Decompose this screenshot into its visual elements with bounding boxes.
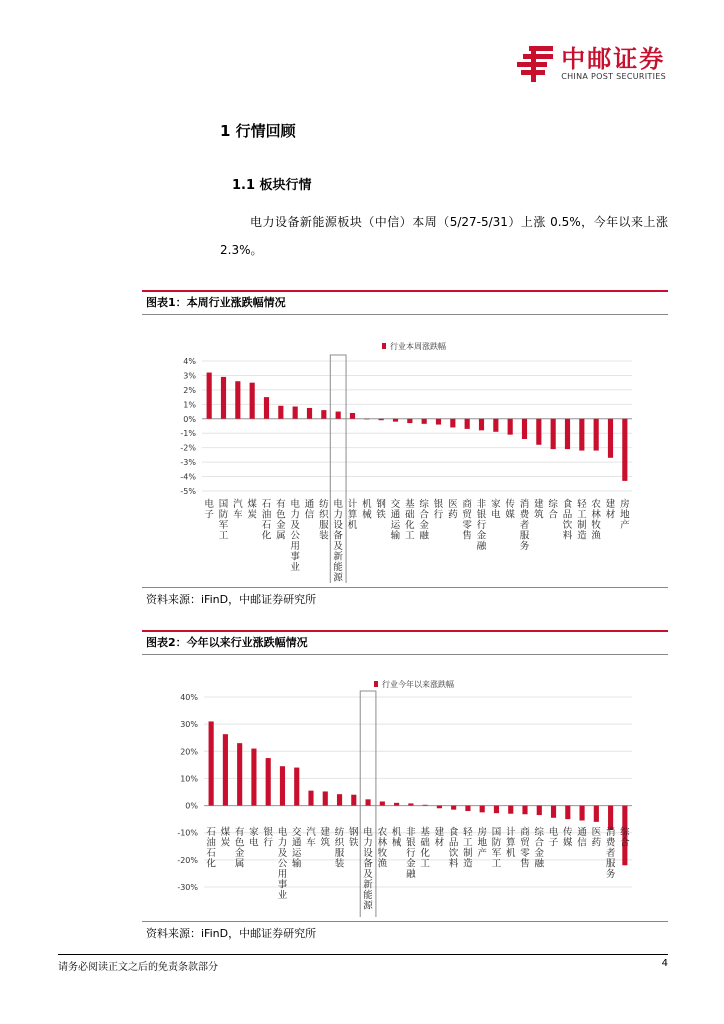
bar xyxy=(379,419,384,420)
ytd-change-chart xyxy=(142,655,668,917)
x-category-label: 煤炭 xyxy=(247,499,257,521)
bar xyxy=(622,419,627,481)
x-category-label: 石油石化 xyxy=(261,499,272,542)
x-category-label: 商贸零售 xyxy=(520,827,530,870)
bar xyxy=(522,806,527,815)
bar xyxy=(237,743,242,805)
bar xyxy=(280,766,285,805)
bar xyxy=(408,803,413,805)
y-tick-label: -4% xyxy=(180,472,196,482)
bar xyxy=(450,419,455,428)
x-category-label: 食品饮料 xyxy=(448,827,459,870)
x-category-label: 国防军工 xyxy=(218,499,229,542)
bar xyxy=(278,406,283,419)
bar xyxy=(293,407,298,419)
bar xyxy=(423,805,428,806)
section-heading: 1 行情回顾 xyxy=(220,122,296,140)
x-category-label: 建材 xyxy=(605,499,616,521)
bar xyxy=(594,419,599,451)
x-category-label: 房地产 xyxy=(620,499,630,531)
x-category-label: 建筑 xyxy=(534,499,544,521)
y-tick-label: 0% xyxy=(185,801,198,811)
y-tick-label: 3% xyxy=(183,371,196,381)
bar xyxy=(537,806,542,816)
bar xyxy=(321,410,326,419)
legend-label: 行业本周涨跌幅 xyxy=(390,342,446,351)
brand-logo xyxy=(515,44,666,84)
bar xyxy=(480,806,485,813)
x-category-label: 电力及公用事业 xyxy=(290,499,300,573)
x-category-label: 煤炭 xyxy=(220,827,231,849)
bar xyxy=(608,419,613,458)
x-category-label: 家电 xyxy=(491,499,501,521)
x-category-label: 非银行金融 xyxy=(406,827,416,880)
y-tick-label: -2% xyxy=(180,443,196,453)
bar xyxy=(551,806,556,818)
bar xyxy=(393,419,398,422)
china-post-logo-icon xyxy=(515,44,557,84)
bar xyxy=(508,419,513,435)
x-category-label: 交通运输 xyxy=(291,827,302,870)
bar xyxy=(266,758,271,806)
x-category-label: 综合金融 xyxy=(419,499,429,542)
x-category-label: 电子 xyxy=(548,827,559,849)
bar xyxy=(221,377,226,419)
x-category-label: 计算机 xyxy=(347,499,358,531)
bar xyxy=(251,749,256,806)
bar xyxy=(594,806,599,822)
bar xyxy=(579,806,584,821)
bar xyxy=(437,806,442,809)
bar xyxy=(508,806,513,814)
x-category-label: 非银行金融 xyxy=(476,499,487,552)
x-category-label: 汽车 xyxy=(233,499,243,521)
x-category-label: 有色金属 xyxy=(234,827,245,870)
figure-2 xyxy=(142,630,668,941)
x-category-label: 银行 xyxy=(263,827,273,849)
bar xyxy=(250,383,255,419)
y-tick-label: -20% xyxy=(177,855,198,865)
x-category-label: 消费者服务 xyxy=(519,499,530,552)
bar xyxy=(422,419,427,424)
y-tick-label: -5% xyxy=(180,487,196,496)
y-tick-label: -10% xyxy=(177,828,198,838)
x-category-label: 综合金融 xyxy=(534,827,545,870)
y-tick-label: -30% xyxy=(177,883,198,892)
x-category-label: 综合 xyxy=(548,499,558,521)
bar xyxy=(436,419,441,425)
figure-1 xyxy=(142,290,668,607)
bar xyxy=(235,381,240,419)
y-tick-label: 4% xyxy=(183,357,196,366)
x-category-label: 传媒 xyxy=(563,827,573,849)
y-tick-label: 30% xyxy=(180,720,198,730)
y-tick-label: -3% xyxy=(180,458,196,468)
bar xyxy=(337,794,342,805)
x-category-label: 电子 xyxy=(204,499,214,521)
x-category-label: 电力设备及新能源 xyxy=(363,827,373,912)
brand-name-en: CHINA POST SECURITIES xyxy=(561,72,666,81)
x-category-label: 基础化工 xyxy=(405,499,415,542)
figure-1-title: 图表1：本周行业涨跌幅情况 xyxy=(142,290,668,315)
bar xyxy=(380,802,385,806)
bar xyxy=(350,413,355,419)
x-category-label: 石油石化 xyxy=(206,827,216,870)
bar xyxy=(209,721,214,805)
weekly-change-chart xyxy=(142,315,668,583)
x-category-label: 医药 xyxy=(591,827,602,849)
figure-1-source: 资料来源：iFinD，中邮证券研究所 xyxy=(142,587,668,607)
x-category-label: 钢铁 xyxy=(349,827,359,849)
x-category-label: 建材 xyxy=(434,827,445,849)
x-category-label: 食品饮料 xyxy=(562,499,573,542)
bar xyxy=(522,419,527,439)
bar xyxy=(364,419,369,420)
bar xyxy=(493,419,498,432)
y-tick-label: 10% xyxy=(180,774,198,784)
x-category-label: 建筑 xyxy=(320,827,331,849)
bar xyxy=(551,419,556,449)
x-category-label: 农林牧渔 xyxy=(591,499,601,542)
x-category-label: 纺织服装 xyxy=(334,827,345,870)
bar xyxy=(479,419,484,431)
summary-paragraph: 电力设备新能源板块（中信）本周（5/27-5/31）上涨 0.5%，今年以来上涨 2.3%。 xyxy=(220,215,668,257)
bar xyxy=(407,419,412,423)
bar xyxy=(536,419,541,445)
bar xyxy=(451,806,456,810)
x-category-label: 轻工制造 xyxy=(577,499,587,542)
x-category-label: 基础化工 xyxy=(420,827,430,870)
x-category-label: 传媒 xyxy=(505,499,515,521)
x-category-label: 医药 xyxy=(448,499,458,521)
bar xyxy=(294,768,299,806)
x-category-label: 综合 xyxy=(620,827,630,849)
x-category-label: 交通运输 xyxy=(390,499,401,542)
figure-2-source: 资料来源：iFinD，中邮证券研究所 xyxy=(142,921,668,941)
bar xyxy=(394,803,399,806)
x-category-label: 银行 xyxy=(433,499,444,521)
bar xyxy=(307,408,312,419)
legend-swatch xyxy=(382,343,386,349)
x-category-label: 电力及公用事业 xyxy=(277,827,288,901)
y-tick-label: -1% xyxy=(180,429,196,439)
x-category-label: 电力设备及新能源 xyxy=(333,499,343,583)
x-category-label: 国防军工 xyxy=(491,827,502,870)
y-tick-label: 2% xyxy=(183,385,196,395)
legend-label: 行业今年以来涨跌幅 xyxy=(382,680,454,689)
bar xyxy=(465,806,470,811)
bar xyxy=(223,734,228,805)
bar xyxy=(351,795,356,806)
x-category-label: 纺织服装 xyxy=(319,499,329,542)
x-category-label: 家电 xyxy=(249,827,259,849)
y-tick-label: 0% xyxy=(183,414,196,424)
bar xyxy=(579,419,584,451)
bar xyxy=(336,412,341,419)
figure-2-title: 图表2：今年以来行业涨跌幅情况 xyxy=(142,630,668,655)
subsection-heading: 1.1 板块行情 xyxy=(232,178,312,193)
y-tick-label: 40% xyxy=(180,693,198,702)
y-tick-label: 1% xyxy=(183,400,196,410)
bar xyxy=(494,806,499,814)
x-category-label: 通信 xyxy=(577,827,587,849)
legend xyxy=(382,341,446,351)
x-category-label: 汽车 xyxy=(306,827,316,849)
page-footer xyxy=(58,954,668,973)
brand-name-cn: 中邮证券 xyxy=(561,45,666,73)
bar xyxy=(465,419,470,429)
x-category-label: 有色金属 xyxy=(276,499,286,542)
legend-swatch xyxy=(374,681,378,687)
bar xyxy=(565,806,570,820)
footer-disclaimer: 请务必阅读正文之后的免责条款部分 xyxy=(58,962,218,973)
x-category-label: 通信 xyxy=(304,499,315,521)
x-category-label: 轻工制造 xyxy=(463,827,473,870)
x-category-label: 农林牧渔 xyxy=(377,827,388,870)
x-category-label: 机械 xyxy=(391,827,402,849)
x-category-label: 商贸零售 xyxy=(462,499,472,542)
bar xyxy=(207,373,212,419)
x-category-label: 房地产 xyxy=(477,827,487,859)
x-category-label: 计算机 xyxy=(505,827,516,859)
x-category-label: 消费者服务 xyxy=(605,827,616,880)
page-number: 4 xyxy=(661,958,668,969)
bar xyxy=(264,397,269,419)
bar xyxy=(308,791,313,806)
x-category-label: 钢铁 xyxy=(376,499,386,521)
bar xyxy=(323,791,328,805)
y-tick-label: 20% xyxy=(180,747,198,757)
bar xyxy=(365,799,370,805)
bar xyxy=(565,419,570,449)
x-category-label: 机械 xyxy=(362,499,372,521)
legend xyxy=(374,679,454,689)
